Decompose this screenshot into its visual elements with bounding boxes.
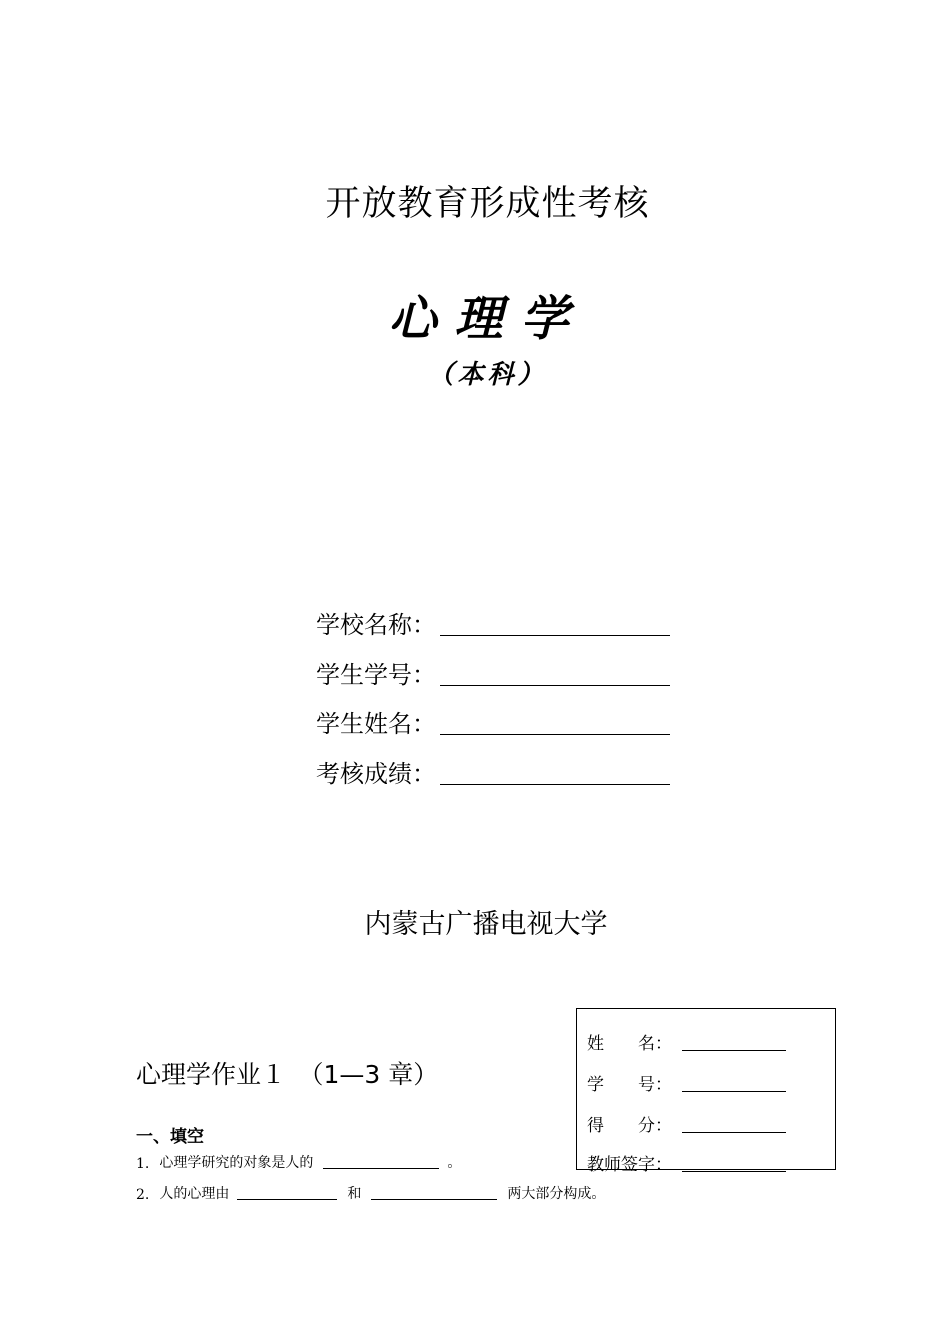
answer-blank[interactable] xyxy=(237,1198,337,1200)
question-end: 。 xyxy=(447,1155,462,1171)
assignment-title: 心理学作业１ （1—3 章） xyxy=(136,1060,439,1089)
score-blank[interactable] xyxy=(682,1131,786,1133)
question-number: 1. xyxy=(136,1156,150,1172)
course-title: 心理学 xyxy=(388,291,587,347)
school-name-field xyxy=(316,604,670,640)
school-name-blank[interactable] xyxy=(440,634,670,636)
score-box-label: 姓 名： xyxy=(587,1034,672,1054)
score-box-label: 学 号： xyxy=(587,1075,672,1095)
score-box xyxy=(576,1008,836,1175)
university-name: 内蒙古广播电视大学 xyxy=(364,909,608,940)
field-label: 学生姓名： xyxy=(316,710,436,738)
question-text: 人的心理由 xyxy=(159,1186,230,1202)
student-id-field xyxy=(316,654,670,690)
student-id-blank[interactable] xyxy=(440,684,670,686)
field-label: 学校名称： xyxy=(316,611,436,639)
score-box-label: 教师签字： xyxy=(587,1155,672,1175)
score-box-label: 得 分： xyxy=(587,1116,672,1136)
course-level: （本科） xyxy=(427,360,548,390)
question-1 xyxy=(136,1152,461,1172)
exam-title: 开放教育形成性考核 xyxy=(325,184,650,224)
score-box-name-row xyxy=(587,1029,786,1054)
field-label: 考核成绩： xyxy=(316,760,436,788)
field-label: 学生学号： xyxy=(316,661,436,689)
student-name-blank[interactable] xyxy=(440,733,670,735)
answer-blank[interactable] xyxy=(371,1198,497,1200)
answer-blank[interactable] xyxy=(323,1167,439,1169)
score-box-teacher-row xyxy=(587,1150,786,1175)
question-2 xyxy=(136,1183,605,1203)
score-box-id-row xyxy=(587,1070,786,1095)
exam-score-field xyxy=(316,753,670,789)
question-number: 2. xyxy=(136,1187,150,1203)
id-blank[interactable] xyxy=(682,1090,786,1092)
teacher-signature-blank[interactable] xyxy=(682,1170,786,1172)
section-heading: 一、填空 xyxy=(136,1127,204,1147)
exam-score-blank[interactable] xyxy=(440,783,670,785)
question-end: 两大部分构成。 xyxy=(507,1186,606,1202)
question-connector: 和 xyxy=(347,1186,362,1202)
score-box-score-row xyxy=(587,1111,786,1136)
question-text: 心理学研究的对象是人的 xyxy=(159,1155,314,1171)
name-blank[interactable] xyxy=(682,1049,786,1051)
student-name-field xyxy=(316,703,670,739)
